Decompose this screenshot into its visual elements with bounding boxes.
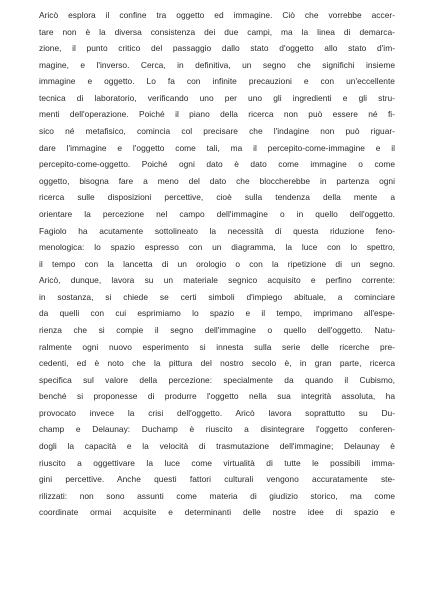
text-line: benché si proponesse di produrre l'oggetto nella sua integrità assoluta, ha (39, 391, 395, 402)
text-line: coordinate ormai acquisite e determinanti delle nostre idee di spazio e (39, 507, 395, 518)
text-line: provocato invece la crisi dell'oggetto. Aricò lavora soprattutto su Du- (39, 407, 395, 418)
text-line: rienza che si compie il segno dell'immagine o quello dell'oggetto. Natu- (39, 324, 395, 335)
text-line: menti dell'operazione. Poiché il piano della ricerca non può essere né fi- (39, 109, 395, 120)
text-line: champ e Delaunay: Duchamp è riuscito a disintegrare l'oggetto conferen- (39, 424, 395, 435)
text-line: immagine e oggetto. Lo fa con infinite precauzioni e con un'eccellente (39, 76, 395, 87)
body-text (39, 7, 395, 521)
text-line: Aricò, dunque, lavora su un materiale segnico acquisito e perfino corrente: (39, 275, 395, 286)
text-line: dare l'immagine e l'oggetto come tali, ma il percepito-come-immagine e il (39, 142, 395, 153)
text-line: zione, il punto critico del passaggio dallo stato d'oggetto allo stato d'im- (39, 43, 395, 54)
text-line: oggetto, bisogna fare a meno del dato che bloccherebbe in partenza ogni (39, 175, 395, 186)
text-line: magine, e l'inverso. Cerca, in definitiva, un segno che significhi insieme (39, 59, 395, 70)
text-line: tecnica di laboratorio, verificando uno per uno gli ingredienti e gli stru- (39, 92, 395, 103)
text-line: ricerca sulle disposizioni percettive, cioè sulla tendenza della mente a (39, 192, 395, 203)
text-line: percepito-come-oggetto. Poiché ogni dato è dato come immagine o come (39, 159, 395, 170)
text-line: da quelli con cui esprimiamo lo spazio e il tempo, imprimano all'espe- (39, 308, 395, 319)
text-line: il tempo con la lancetta di un orologio o con la ripetizione di un segno. (39, 258, 395, 269)
text-line: in sostanza, si chiede se certi simboli d'impiego abituale, a cominciare (39, 291, 395, 302)
text-line: gini percettive. Anche questi fattori culturali vengono accuratamente ste- (39, 474, 395, 485)
text-line: sico né metafisico, comincia col precisare che l'indagine non può riguar- (39, 126, 395, 137)
text-line: ralmente ogni nuovo esperimento si innesta sulla serie delle ricerche pre- (39, 341, 395, 352)
text-line: dogli la capacità e la velocità di trasmutazione dell'immagine; Delaunay è (39, 441, 395, 452)
text-line: Fagiolo ha acutamente sottolineato la necessità di questa riduzione feno- (39, 225, 395, 236)
text-line: tare non è la diversa consistenza dei due campi, ma la linea di demarca- (39, 26, 395, 37)
text-line: orientare la percezione nel campo dell'immagine o in quello dell'oggetto. (39, 208, 395, 219)
text-line: cedenti, ed è noto che la pittura del nostro secolo è, in gran parte, ricerca (39, 358, 395, 369)
text-line: riuscito a oggettivare la luce come virtualità di tutte le possibili imma- (39, 457, 395, 468)
text-line: menologica: lo spazio espresso con un diagramma, la luce con lo spettro, (39, 242, 395, 253)
text-line: specifica sul valore della percezione: specialmente da quando il Cubismo, (39, 374, 395, 385)
text-line: rilizzati: non sono assunti come materia di giudizio storico, ma come (39, 490, 395, 501)
text-line: Aricò esplora il confine tra oggetto ed immagine. Ciò che vorrebbe accer- (39, 10, 395, 20)
